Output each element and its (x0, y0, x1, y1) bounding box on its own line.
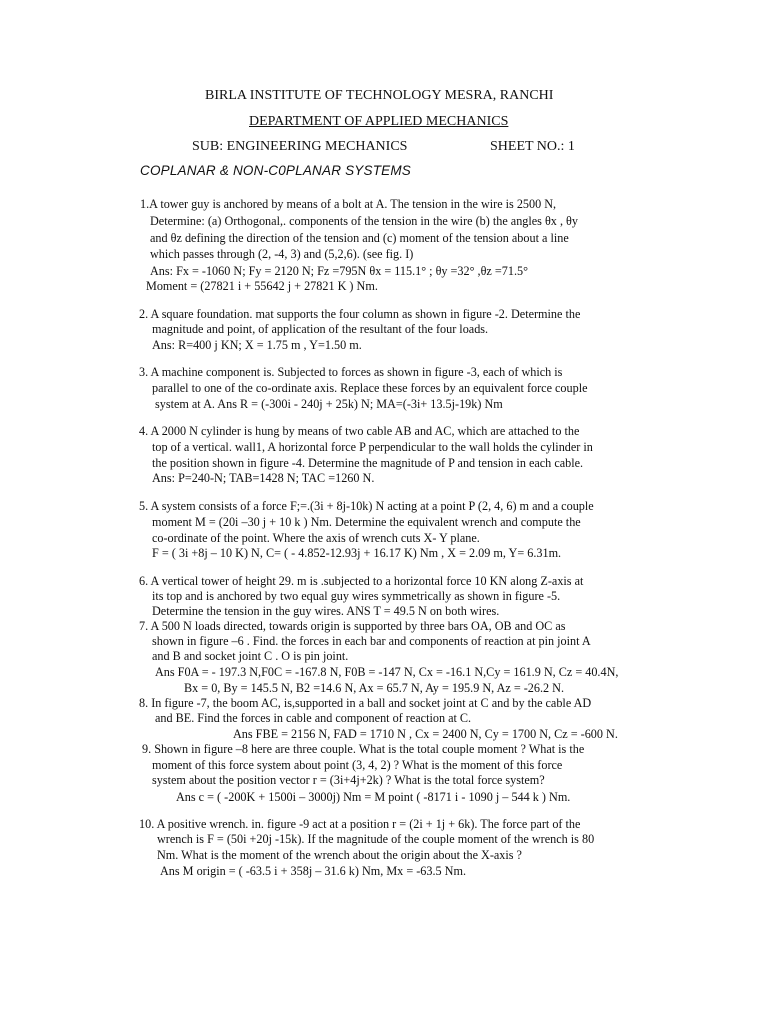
problem-7-answer-1: Ans F0A = - 197.3 N,F0C = -167.8 N, F0B = -147 N, Cx = -16.1 N,Cy = 161.9 N, Cz = 40.4N, (155, 665, 619, 679)
problem-10-answer: Ans M origin = ( -63.5 i + 358j – 31.6 k) Nm, Mx = -63.5 Nm. (160, 864, 467, 878)
problem-2-line-1: 2. A square foundation. mat supports the four column as shown in figure -2. Determine the (139, 307, 581, 321)
problem-4-line-2: top of a vertical. wall1, A horizontal force P perpendicular to the wall holds the cylinder in (152, 440, 593, 454)
problem-9-answer: Ans c = ( -200K + 1500i – 3000j) Nm = M point ( -8171 i - 1090 j – 544 k ) Nm. (176, 790, 571, 804)
problem-1-answer: Ans: Fx = -1060 N; Fy = 2120 N; Fz =795N θx = 115.1° ; θy =32° ,θz =71.5° (150, 264, 528, 278)
problem-3-line-3: system at A. Ans R = (-300i - 240j + 25k) N; MA=(-3i+ 13.5j-19k) Nm (155, 397, 503, 411)
sheet-number: SHEET NO.: 1 (490, 139, 575, 154)
problem-7-line-1: 7. A 500 N loads directed, towards origin is supported by three bars OA, OB and OC as (139, 619, 566, 633)
problem-9-line-1: 9. Shown in figure –8 here are three couple. What is the total couple moment ? What is the (142, 742, 585, 756)
problem-5-line-1: 5. A system consists of a force F;=.(3i + 8j-10k) N acting at a point P (2, 4, 6) m and a couple (139, 499, 594, 513)
problem-6-line-1: 6. A vertical tower of height 29. m is .subjected to a horizontal force 10 KN along Z-axis at (139, 574, 584, 588)
problem-4-line-3: the position shown in figure -4. Determine the magnitude of P and tension in each cable. (152, 456, 584, 470)
topic-title: COPLANAR & NON-C0PLANAR SYSTEMS (140, 163, 412, 178)
problem-7-answer-2: Bx = 0, By = 145.5 N, B2 =14.6 N, Ax = 65.7 N, Ay = 195.9 N, Az = -26.2 N. (184, 681, 565, 695)
problem-10-line-1: 10. A positive wrench. in. figure -9 act at a position r = (2i + 1j + 6k). The force part of the (139, 817, 581, 831)
problem-8-answer: Ans FBE = 2156 N, FAD = 1710 N , Cx = 2400 N, Cy = 1700 N, Cz = -600 N. (233, 727, 618, 741)
problem-1-moment: Moment = (27821 i + 55642 j + 27821 K ) Nm. (146, 279, 378, 293)
problem-8-line-1: 8. In figure -7, the boom AC, is,supported in a ball and socket joint at C and by the cable AD (139, 696, 592, 710)
problem-1-line-2: Determine: (a) Orthogonal,. components of the tension in the wire (b) the angles θx , θy (150, 214, 578, 228)
problem-2-line-2: magnitude and point, of application of the resultant of the four loads. (152, 322, 489, 336)
problem-4-line-1: 4. A 2000 N cylinder is hung by means of two cable AB and AC, which are attached to the (139, 424, 580, 438)
subject-label: SUB: ENGINEERING MECHANICS (192, 139, 408, 154)
problem-6-line-2: its top and is anchored by two equal guy wires symmetrically as shown in figure -5. (152, 589, 561, 603)
problem-2-answer: Ans: R=400 j KN; X = 1.75 m , Y=1.50 m. (152, 338, 362, 352)
problem-5-line-3: co-ordinate of the point. Where the axis of wrench cuts X- Y plane. (152, 531, 480, 545)
problem-10-line-2: wrench is F = (50i +20j -15k). If the magnitude of the couple moment of the wrench is 80 (157, 832, 595, 846)
problem-3-line-1: 3. A machine component is. Subjected to forces as shown in figure -3, each of which is (139, 365, 563, 379)
problem-1-line-4: which passes through (2, -4, 3) and (5,2,6). (see fig. I) (150, 247, 414, 261)
problem-3-line-2: parallel to one of the co-ordinate axis. Replace these forces by an equivalent force couple (152, 381, 588, 395)
problem-4-answer: Ans: P=240-N; TAB=1428 N; TAC =1260 N. (152, 471, 375, 485)
problem-8-line-2: and BE. Find the forces in cable and component of reaction at C. (155, 711, 472, 725)
problem-5-answer: F = ( 3i +8j – 10 K) N, C= ( - 4.852-12.93j + 16.17 K) Nm , X = 2.09 m, Y= 6.31m. (152, 546, 562, 560)
problem-9-line-3: system about the position vector r = (3i+4j+2k) ? What is the total force system? (152, 773, 545, 787)
problem-7-line-3: and B and socket joint C . O is pin joint. (152, 649, 349, 663)
institute-heading: BIRLA INSTITUTE OF TECHNOLOGY MESRA, RANCHI (205, 88, 554, 103)
problem-1-line-3: and θz defining the direction of the tension and (c) moment of the tension about a line (150, 231, 569, 245)
problem-6-line-3: Determine the tension in the guy wires. ANS T = 49.5 N on both wires. (152, 604, 500, 618)
problem-9-line-2: moment of this force system about point (3, 4, 2) ? What is the moment of this force (152, 758, 563, 772)
problem-10-line-3: Nm. What is the moment of the wrench about the origin about the X-axis ? (157, 848, 522, 862)
problem-5-line-2: moment M = (20i –30 j + 10 k ) Nm. Determine the equivalent wrench and compute the (152, 515, 581, 529)
department-heading: DEPARTMENT OF APPLIED MECHANICS (249, 114, 509, 129)
problem-7-line-2: shown in figure –6 . Find. the forces in each bar and components of reaction at pin joint A (152, 634, 591, 648)
problem-1-line-1: 1.A tower guy is anchored by means of a bolt at A. The tension in the wire is 2500 N, (140, 197, 557, 211)
